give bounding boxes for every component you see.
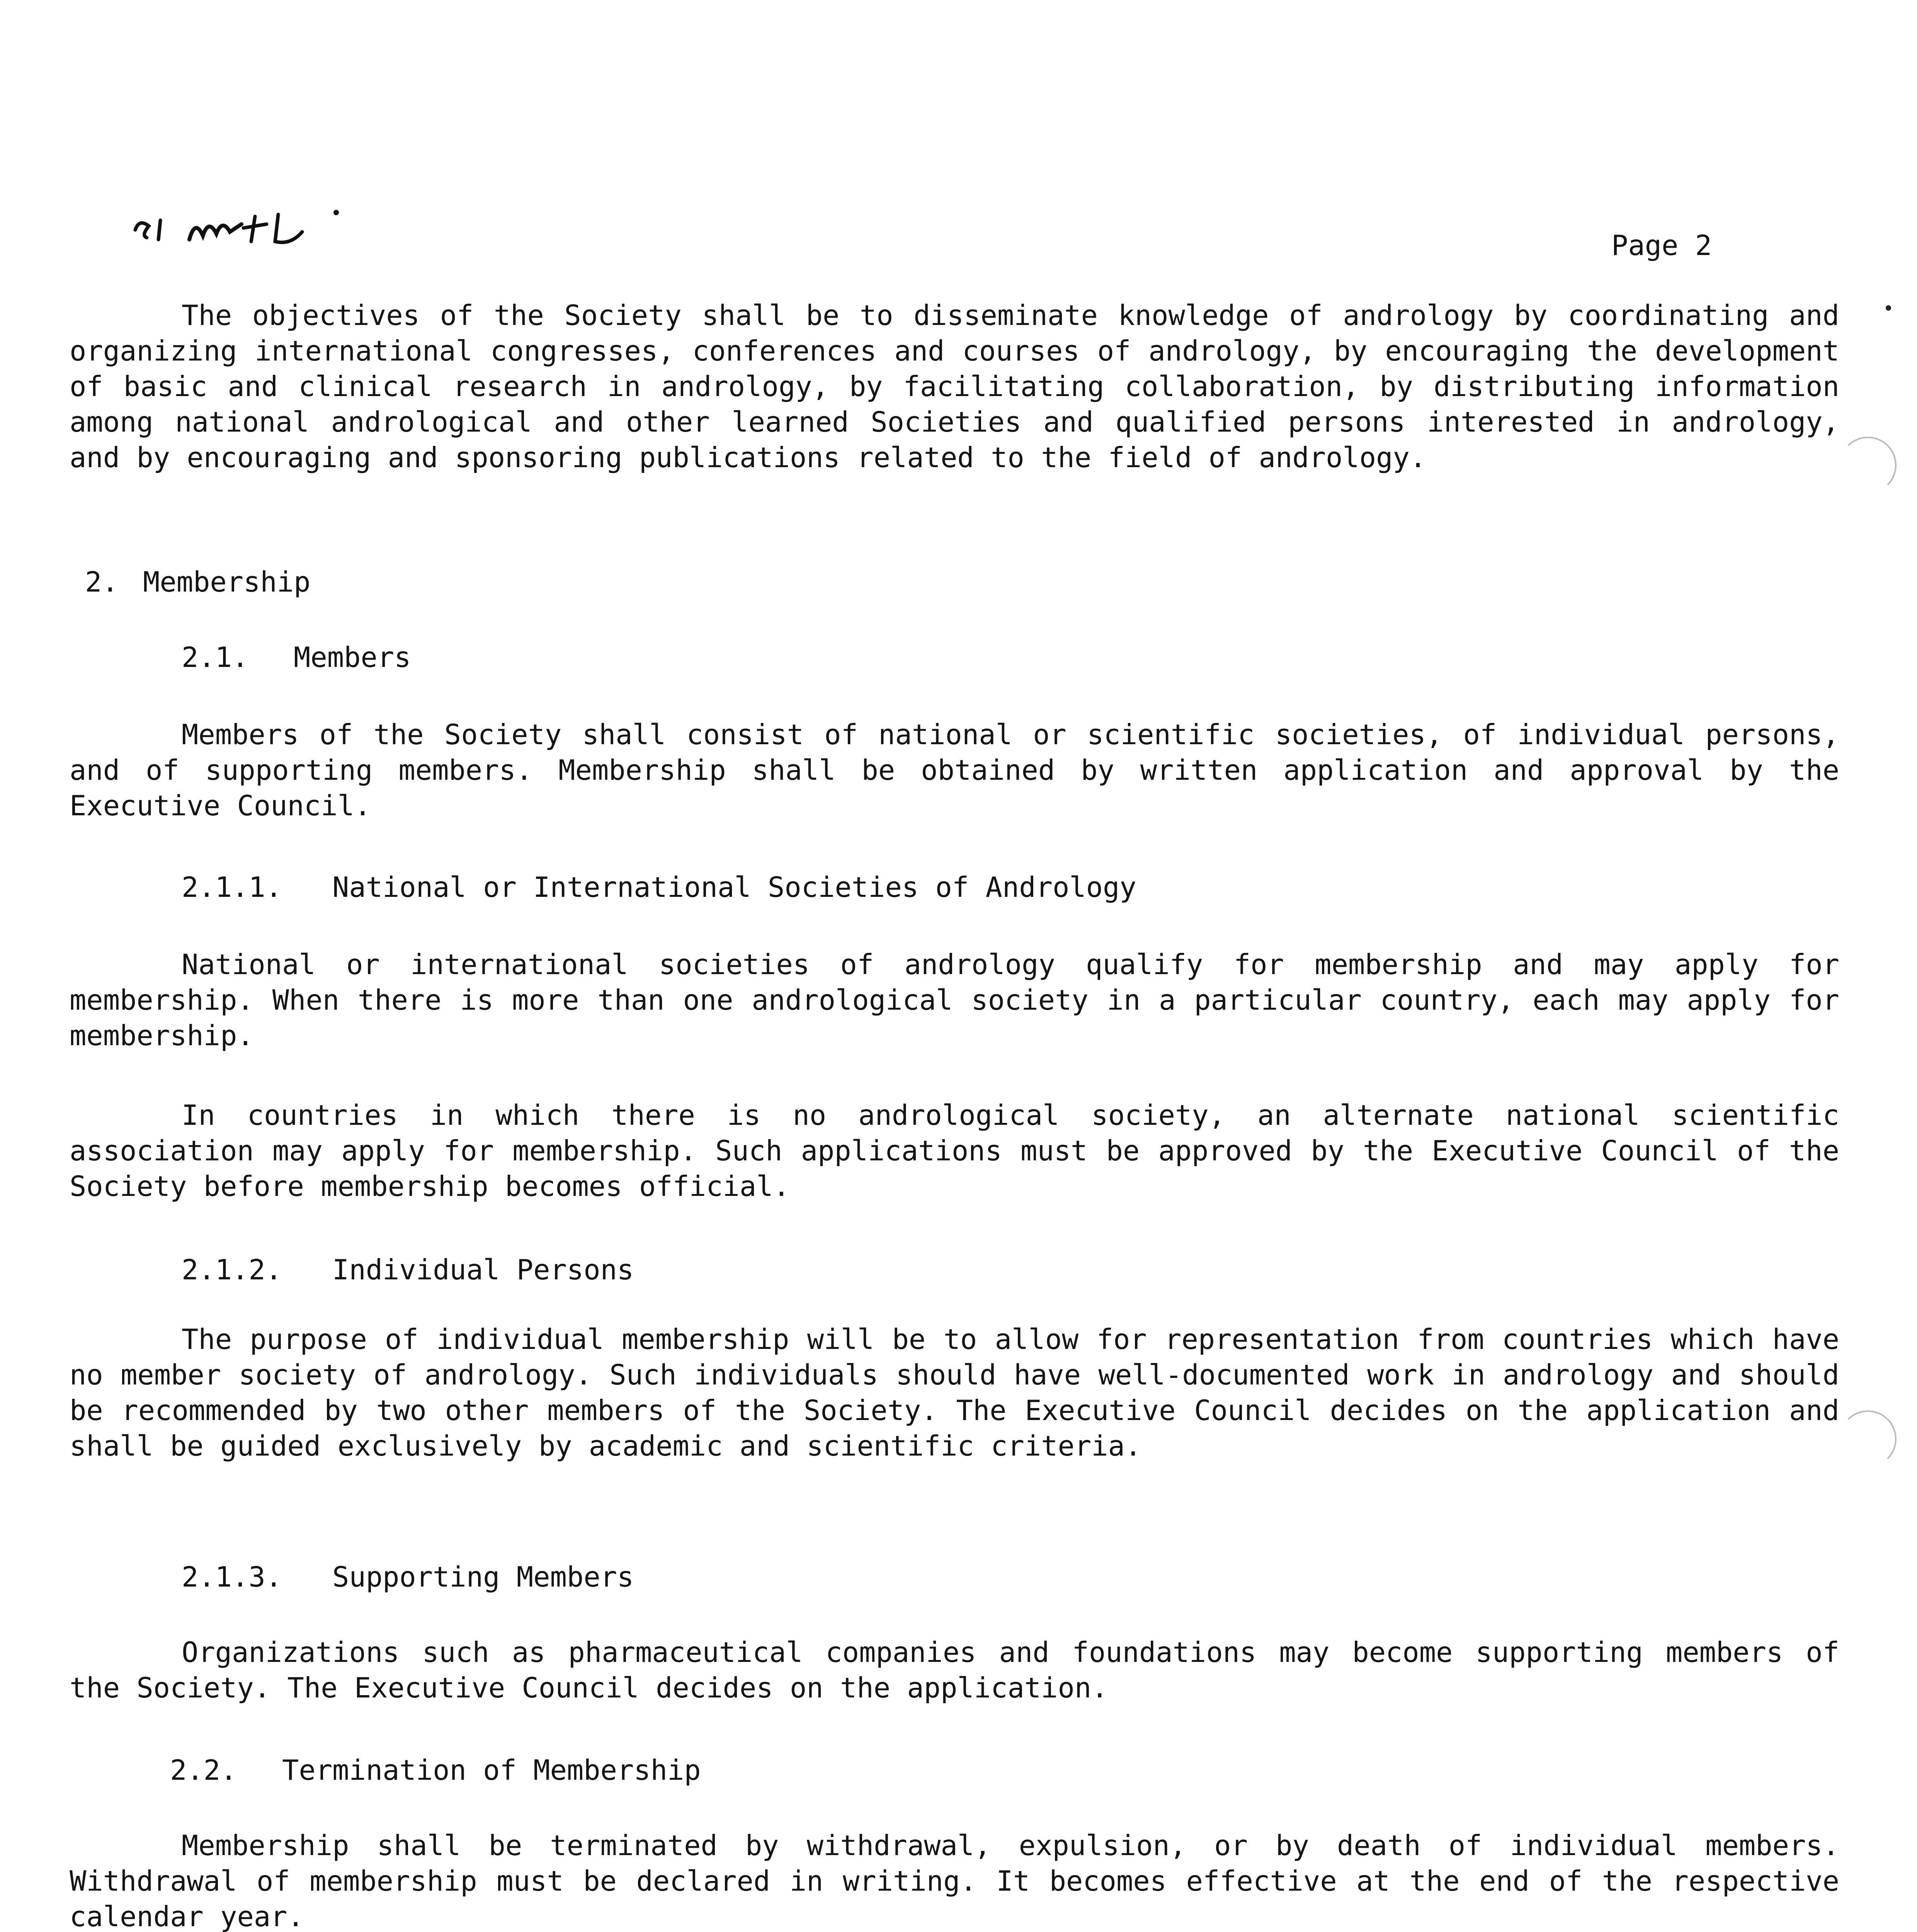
section-number: 2.1. [182,641,249,673]
national-societies-paragraph [70,947,1839,1053]
members-text: Members of the Society shall consist of national or scientific societies, of individual persons, and of supporting members. Membership shall be obtained by written application and approval by the Executive Council. [70,718,1839,822]
supporting-members-text: Organizations such as pharmaceutical companies and foundations may become supporting members of the Society. The Executive Council decides on the application. [70,1636,1839,1704]
section-2-heading [85,564,310,600]
page-number: Page 2 [1611,229,1712,262]
individual-persons-paragraph [70,1321,1839,1464]
margin-scan-mark [1839,1410,1897,1468]
scan-dot [1886,305,1891,311]
section-2-2-heading [170,1752,701,1788]
alternate-association-paragraph [70,1097,1839,1204]
national-societies-text: National or international societies of andrology qualify for membership and may apply for membership. When there is more than one andrological society in a particular country, each may apply for membership. [70,948,1839,1052]
members-paragraph [70,717,1839,823]
individual-persons-text: The purpose of individual membership will be to allow for representation from countries which have no member society of andrology. Such individuals should have well-documented work in andrology and should be recommended by two other members of the Society. The Executive Council decides on the application and shall be guided exclusively by academic and scientific criteria. [70,1323,1839,1462]
scan-margin-top [0,0,1917,185]
section-title: Individual Persons [332,1253,634,1286]
section-title: National or International Societies of Andrology [332,871,1136,903]
section-number: 2. [85,566,119,598]
section-number: 2.1.1. [182,871,282,903]
section-number: 2.1.2. [182,1253,282,1286]
section-2-1-2-heading [182,1252,634,1287]
termination-text: Membership shall be terminated by withdrawal, expulsion, or by death of individual members. Withdrawal of membership must be declared in writing. It becomes effective at the end of the respective calendar year. [70,1829,1839,1932]
supporting-members-paragraph [70,1634,1839,1706]
alternate-association-text: In countries in which there is no andrological society, an alternate national scientific association may apply for membership. Such applications must be approved by the Executive Council of the Society before membership becomes official. [70,1099,1839,1202]
objectives-paragraph [70,298,1839,475]
termination-paragraph [70,1828,1839,1932]
section-title: Members [294,641,411,673]
section-number: 2.1.3. [182,1561,282,1593]
section-2-1-heading [182,639,411,675]
section-number: 2.2. [170,1754,237,1786]
margin-scan-mark [1839,437,1897,494]
section-2-1-1-heading [182,869,1136,905]
section-title: Termination of Membership [282,1754,701,1786]
section-2-1-3-heading [182,1559,634,1595]
handwritten-annotation [128,193,375,255]
section-title: Supporting Members [332,1561,634,1593]
objectives-text: The objectives of the Society shall be to disseminate knowledge of andrology by coordinating and organizing international congresses, conferences and courses of andrology, by encouraging the development of basic and clinical research in andrology, by facilitating collaboration, by distributing information among national andrological and other learned Societies and qualified persons interested in andrology, and by encouraging and sponsoring publications related to the field of andrology. [70,299,1839,474]
section-title: Membership [143,566,311,598]
